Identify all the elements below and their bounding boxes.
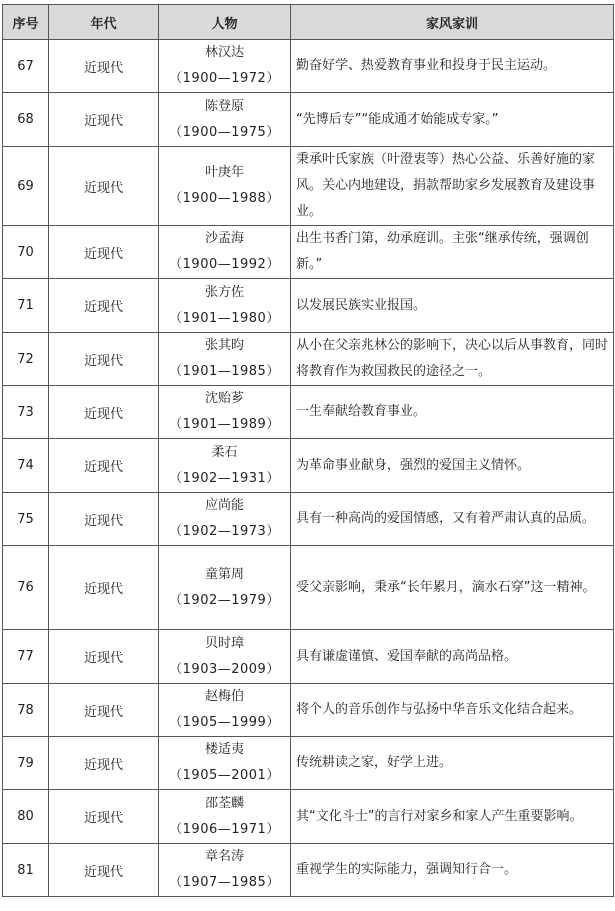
person-name: 陈登原 <box>204 98 244 114</box>
row-no: 67 <box>3 40 49 93</box>
row-no: 79 <box>3 737 49 790</box>
row-era: 近现代 <box>49 226 159 279</box>
person-name: 沈贻芗 <box>204 391 244 406</box>
row-era: 近现代 <box>49 630 159 684</box>
row-no: 80 <box>3 790 49 844</box>
table-row <box>3 93 614 147</box>
row-motto: 为革命事业献身，强烈的爱国主义情怀。 <box>291 439 614 493</box>
row-no: 71 <box>3 279 49 333</box>
row-era: 近现代 <box>49 546 159 630</box>
table-row <box>3 493 614 546</box>
person-dates: （1902—1931） <box>169 470 280 486</box>
row-era: 近现代 <box>49 279 159 333</box>
row-era: 近现代 <box>49 684 159 737</box>
person-dates: （1906—1971） <box>169 821 280 837</box>
row-no: 81 <box>3 844 49 897</box>
row-era: 近现代 <box>49 790 159 844</box>
person-dates: （1900—1975） <box>169 124 280 140</box>
person-dates: （1905—2001） <box>169 768 280 783</box>
row-motto: “先博后专”“能成通才始能成专家。” <box>291 93 614 147</box>
person-name: 林汉达 <box>204 45 244 60</box>
table-row <box>3 439 614 493</box>
row-person <box>159 546 291 630</box>
table-row <box>3 386 614 439</box>
table-row <box>3 333 614 386</box>
row-person <box>159 333 291 386</box>
header-era: 年代 <box>49 5 159 40</box>
row-motto: 从小在父亲兆林公的影响下，决心以后从事教育，同时将教育作为救国救民的途径之一。 <box>291 333 614 386</box>
row-era: 近现代 <box>49 439 159 493</box>
row-person <box>159 737 291 790</box>
row-motto: 重视学生的实际能力，强调知行合一。 <box>291 844 614 897</box>
row-person <box>159 493 291 546</box>
row-person <box>159 630 291 684</box>
person-dates: （1900—1988） <box>169 191 280 206</box>
person-name: 叶庚年 <box>204 165 244 180</box>
person-name: 应尚能 <box>204 498 244 513</box>
person-name: 张方佐 <box>204 284 244 300</box>
person-dates: （1900—1992） <box>169 257 280 272</box>
row-motto: 秉承叶氏家族（叶澄衷等）热心公益、乐善好施的家风。关心内地建设，捐款帮助家乡发展教育及建设事业。 <box>291 147 614 226</box>
person-name: 贝时璋 <box>204 635 244 651</box>
row-no: 76 <box>3 546 49 630</box>
table-header-row <box>3 5 614 40</box>
person-dates: （1901—1985） <box>169 364 280 379</box>
person-dates: （1902—1973） <box>169 524 280 539</box>
row-era: 近现代 <box>49 493 159 546</box>
row-era: 近现代 <box>49 40 159 93</box>
row-era: 近现代 <box>49 93 159 147</box>
person-dates: （1907—1985） <box>169 875 280 890</box>
row-era: 近现代 <box>49 147 159 226</box>
table-row <box>3 790 614 844</box>
person-dates: （1900—1972） <box>169 71 280 86</box>
row-person <box>159 279 291 333</box>
row-no: 74 <box>3 439 49 493</box>
person-dates: （1902—1979） <box>169 592 280 608</box>
row-no: 75 <box>3 493 49 546</box>
table-row <box>3 40 614 93</box>
person-name: 章名涛 <box>204 849 244 864</box>
family-motto-table <box>2 4 614 897</box>
header-motto: 家风家训 <box>291 5 614 40</box>
row-motto: 以发展民族实业报国。 <box>291 279 614 333</box>
row-motto: 传统耕读之家，好学上进。 <box>291 737 614 790</box>
row-no: 69 <box>3 147 49 226</box>
row-era: 近现代 <box>49 737 159 790</box>
header-person: 人物 <box>159 5 291 40</box>
row-no: 73 <box>3 386 49 439</box>
row-no: 78 <box>3 684 49 737</box>
table-row <box>3 546 614 630</box>
row-person <box>159 790 291 844</box>
table-row <box>3 630 614 684</box>
person-name: 邵荃麟 <box>204 795 244 811</box>
person-dates: （1901—1980） <box>169 310 280 326</box>
row-motto: 一生奉献给教育事业。 <box>291 386 614 439</box>
row-motto: 具有一种高尚的爱国情感，又有着严肃认真的品质。 <box>291 493 614 546</box>
person-name: 楼适夷 <box>204 742 244 757</box>
person-name: 赵梅伯 <box>204 689 244 704</box>
row-motto: 具有谦虚谨慎、爱国奉献的高尚品格。 <box>291 630 614 684</box>
person-dates: （1901—1989） <box>169 417 280 432</box>
row-person <box>159 147 291 226</box>
row-no: 68 <box>3 93 49 147</box>
row-no: 72 <box>3 333 49 386</box>
row-motto: 勤奋好学、热爱教育事业和投身于民主运动。 <box>291 40 614 93</box>
person-name: 张其昀 <box>204 338 244 353</box>
person-dates: （1903—2009） <box>169 661 280 677</box>
row-era: 近现代 <box>49 844 159 897</box>
row-motto: 受父亲影响，秉承“长年累月，滴水石穿”这一精神。 <box>291 546 614 630</box>
table-row <box>3 226 614 279</box>
row-era: 近现代 <box>49 386 159 439</box>
row-no: 70 <box>3 226 49 279</box>
table-row <box>3 844 614 897</box>
header-no: 序号 <box>3 5 49 40</box>
table-row <box>3 684 614 737</box>
person-name: 沙孟海 <box>204 231 244 246</box>
person-name: 柔石 <box>211 444 238 460</box>
row-person <box>159 386 291 439</box>
table-row <box>3 279 614 333</box>
person-name: 童第周 <box>204 566 244 582</box>
row-person <box>159 439 291 493</box>
row-motto: 其“文化斗士”的言行对家乡和家人产生重要影响。 <box>291 790 614 844</box>
row-person <box>159 226 291 279</box>
person-dates: （1905—1999） <box>169 715 280 730</box>
row-motto: 出生书香门第，幼承庭训。主张“继承传统，强调创新。” <box>291 226 614 279</box>
row-era: 近现代 <box>49 333 159 386</box>
row-person <box>159 844 291 897</box>
table-row <box>3 737 614 790</box>
table-row <box>3 147 614 226</box>
row-no: 77 <box>3 630 49 684</box>
row-person <box>159 684 291 737</box>
row-motto: 将个人的音乐创作与弘扬中华音乐文化结合起来。 <box>291 684 614 737</box>
row-person <box>159 40 291 93</box>
row-person <box>159 93 291 147</box>
